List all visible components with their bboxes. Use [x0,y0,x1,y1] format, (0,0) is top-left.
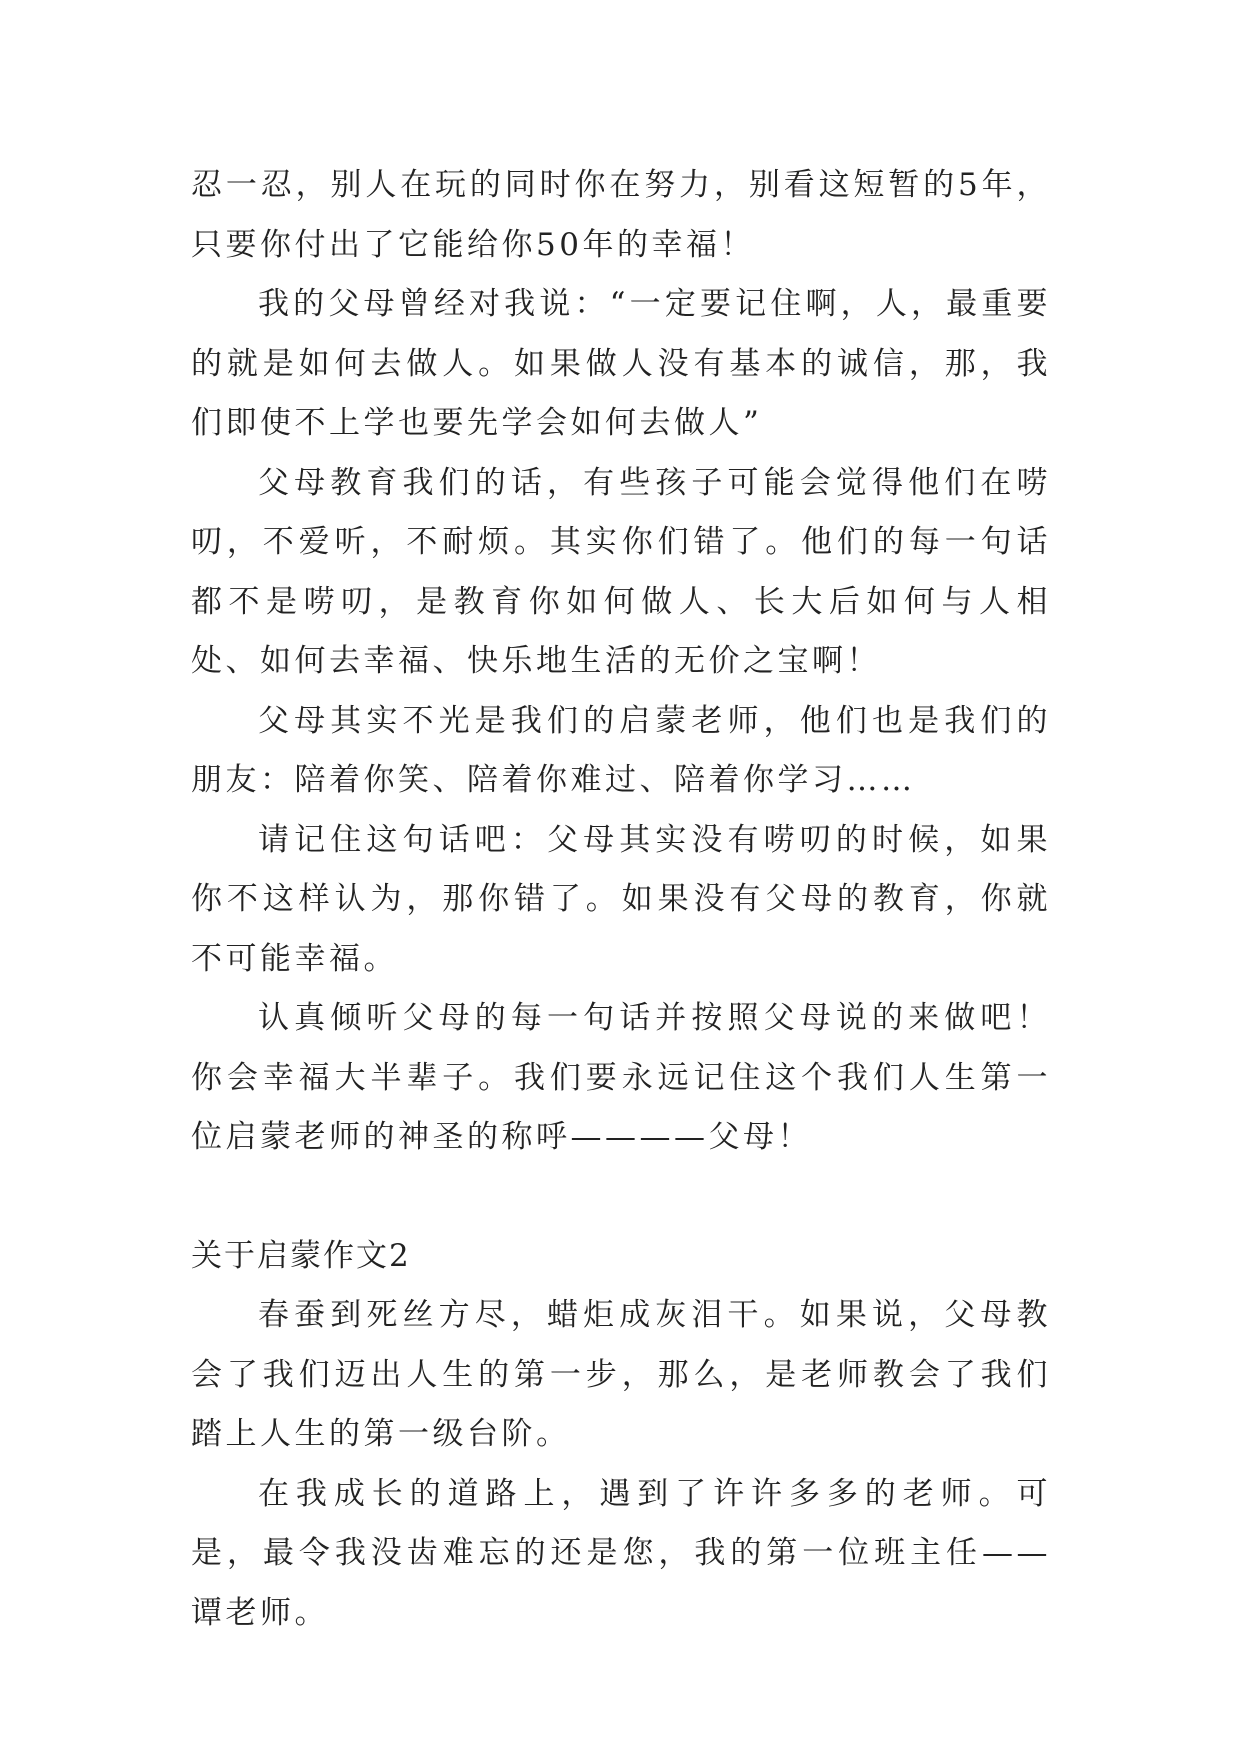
paragraph: 我的父母曾经对我说：“一定要记住啊，人，最重要的就是如何去做人。如果做人没有基本的诚信，那，我们即使不上学也要先学会如何去做人” [191,286,1051,441]
paragraph: 请记住这句话吧：父母其实没有唠叨的时候，如果你不这样认为，那你错了。如果没有父母的教育，你就不可能幸福。 [191,821,1051,977]
paragraph: 忍一忍，别人在玩的同时你在努力，别看这短暂的5年，只要你付出了它能给你50年的幸福！ [191,167,1051,263]
document-body [191,156,1051,1643]
paragraph: 春蚕到死丝方尽，蜡炬成灰泪干。如果说，父母教会了我们迈出人生的第一步，那么，是老师教会了我们踏上人生的第一级台阶。 [191,1297,1051,1452]
paragraph: 在我成长的道路上，遇到了许许多多的老师。可是，最令我没齿难忘的还是您，我的第一位班主任——谭老师。 [191,1475,1051,1631]
paragraph: 认真倾听父母的每一句话并按照父母说的来做吧！你会幸福大半辈子。我们要永远记住这个我们人生第一位启蒙老师的神圣的称呼————父母！ [191,1000,1051,1155]
section-spacer [191,1168,1051,1227]
paragraph: 父母教育我们的话，有些孩子可能会觉得他们在唠叨，不爱听，不耐烦。其实你们错了。他们的每一句话都不是唠叨，是教育你如何做人、长大后如何与人相处、如何去幸福、快乐地生活的无价之宝啊！ [191,464,1051,679]
paragraph: 父母其实不光是我们的启蒙老师，他们也是我们的朋友：陪着你笑、陪着你难过、陪着你学习…… [191,702,1051,798]
section-heading: 关于启蒙作文2 [191,1237,411,1274]
